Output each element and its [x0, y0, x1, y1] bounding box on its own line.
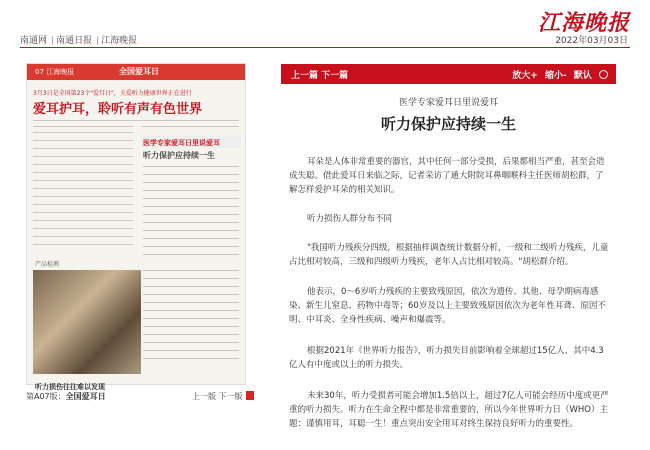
font-size-controls [508, 68, 608, 81]
article-nav [291, 68, 348, 81]
page-band-label: 07 江海晚报 [35, 68, 75, 76]
thumbnail-story2-headline[interactable]: 听力损伤往往难以发现 [35, 383, 105, 391]
thumbnail-photo-caption: 产品检测 [35, 261, 60, 268]
text-line [143, 190, 239, 191]
article-paragraph: 根据2021年《世界听力报告》，听力损失目前影响着全球超过15亿人，其中4.3亿人有中度或以上的听力损失。 [289, 346, 604, 370]
page-footer [26, 391, 258, 402]
text-line [33, 188, 133, 189]
text-line [143, 270, 239, 271]
page-name: 全国爱耳日 [65, 392, 106, 401]
text-line [33, 148, 133, 149]
text-line [143, 198, 239, 199]
thumbnail-box-title[interactable]: 医学专家爱耳日里说爱耳 [143, 139, 220, 147]
article-kicker: 医学专家爱耳日里说爱耳 [398, 98, 498, 108]
pdf-icon[interactable] [246, 391, 254, 400]
site-nav [20, 33, 139, 46]
text-line [143, 166, 239, 167]
header-divider [20, 47, 630, 48]
text-line [143, 310, 239, 311]
prev-article-link[interactable]: 上一篇 [291, 71, 319, 81]
text-line [143, 206, 239, 207]
nav-link-nantong-net[interactable]: 南通网 [20, 36, 48, 46]
text-line [33, 172, 133, 173]
text-line [143, 254, 239, 255]
text-line [143, 326, 239, 327]
article-title: 听力保护应持续一生 [380, 115, 516, 133]
article-toolbar [281, 64, 616, 84]
text-line [143, 238, 239, 239]
text-line [33, 204, 133, 205]
text-line [143, 342, 239, 343]
text-line [33, 140, 133, 141]
text-line [141, 126, 239, 127]
text-line [33, 156, 133, 157]
text-line [33, 164, 133, 165]
page-nav [192, 391, 254, 402]
text-line [33, 132, 133, 133]
article-paragraph: 他表示，0～6岁听力残疾的主要致残原因，依次为遗传、其他、母孕期病毒感染、新生儿窒息、药物中毒等；60岁及以上主要致残原因依次为老年性耳聋、原因不明、中耳炎、全身性疾病、噪声和爆震等。 [289, 287, 606, 325]
newspaper-page-thumbnail[interactable] [26, 63, 246, 391]
text-line [33, 180, 133, 181]
text-line [143, 334, 239, 335]
text-line [33, 228, 133, 229]
thumbnail-box-subtitle[interactable]: 听力保护应持续一生 [143, 151, 215, 160]
text-line [143, 294, 239, 295]
zoom-out-button[interactable]: 缩小- [544, 71, 567, 81]
text-line [33, 126, 133, 127]
thumbnail-subhead[interactable]: 3月3日是全国第23个"爱耳日"，关爱听力健康世界正在进行 [33, 90, 192, 97]
article-paragraph: "我国听力残疾分四级，根据抽样调查统计数据分析，一级和二级听力残疾，儿童占比相对较高，三级和四级听力残疾，老年人占比相对较高。"胡松群介绍。 [289, 243, 609, 267]
page-number: 第A07版： [26, 392, 66, 401]
thumbnail-photo [33, 270, 141, 374]
issue-date: 2022年03月03日 [555, 36, 628, 46]
text-line [143, 286, 239, 287]
text-line [143, 318, 239, 319]
nav-separator: | [51, 36, 55, 46]
text-line [33, 244, 133, 245]
text-line [143, 214, 239, 215]
thumbnail-headline[interactable]: 爱耳护耳，聆听有声有色世界 [33, 102, 203, 117]
next-article-link[interactable]: 下一篇 [321, 71, 349, 81]
default-size-button[interactable]: 默认 [573, 71, 592, 81]
prev-page-link[interactable]: 上一版 [192, 392, 216, 401]
nav-link-nantong-daily[interactable]: 南通日报 [56, 36, 93, 46]
text-line [143, 358, 239, 359]
text-line [143, 182, 239, 183]
zoom-in-button[interactable]: 放大+ [512, 71, 538, 81]
text-line [143, 302, 239, 303]
text-line [143, 278, 239, 279]
text-line [33, 220, 133, 221]
article-subheading: 听力损伤人群分布不同 [307, 214, 393, 224]
text-line [33, 236, 133, 237]
text-line [33, 120, 239, 121]
text-line [143, 222, 239, 223]
page-band-title: 全国爱耳日 [119, 67, 159, 76]
text-line [143, 246, 239, 247]
text-line [143, 350, 239, 351]
radio-dot-icon[interactable] [599, 70, 608, 79]
site-logo: 江海晚报 [537, 10, 630, 36]
next-page-link[interactable]: 下一版 [218, 392, 243, 401]
article-paragraph: 未来30年，听力受损者可能会增加1.5倍以上，超过7亿人可能会经历中度或更严重的听力损失。听力在生命全程中都是非常重要的，所以今年世界听力日（WHO）主题：谨慎用耳，耳聪一生！重点突出安全用耳对终生保持良好听力的重要性。 [289, 391, 609, 429]
article-paragraph: 耳朵是人体非常重要的器官，其中任何一部分受损，后果都相当严重，甚至会造成失聪。借此爱耳日来临之际，记者采访了通大附院耳鼻咽喉科主任医师胡松群，了解怎样爱护耳朵的相关知识。 [289, 157, 605, 195]
nav-link-jianghai-evening[interactable]: 江海晚报 [101, 36, 138, 46]
text-line [33, 212, 133, 213]
text-line [33, 196, 133, 197]
text-line [143, 174, 239, 175]
nav-separator: | [96, 36, 100, 46]
text-line [143, 230, 239, 231]
